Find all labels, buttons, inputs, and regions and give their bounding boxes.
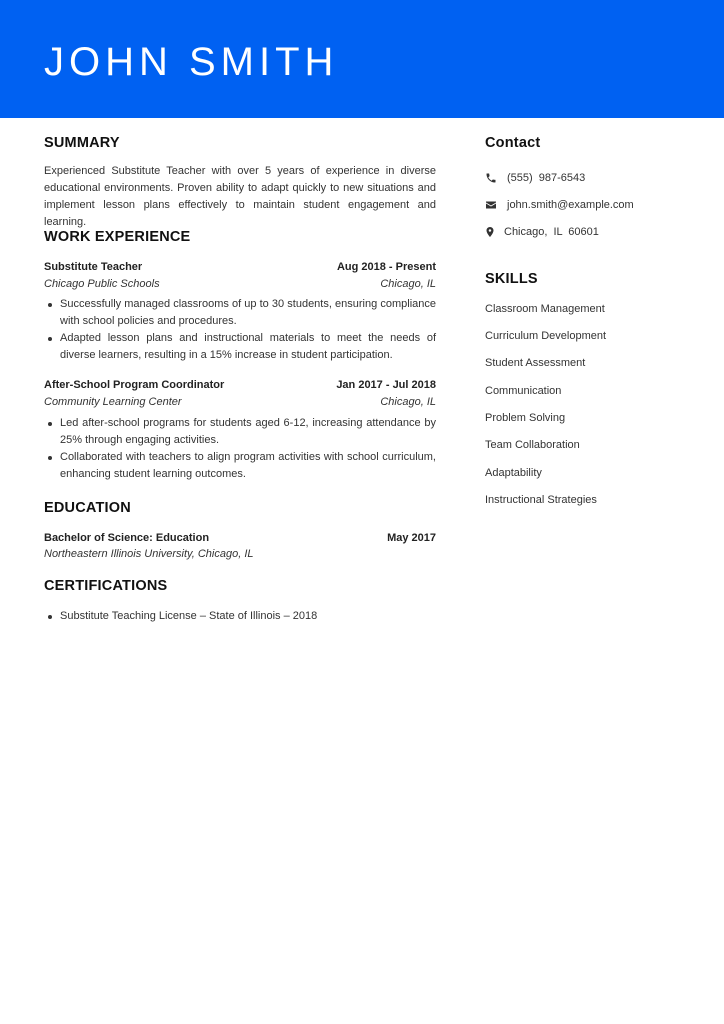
job-dates: Jan 2017 - Jul 2018 [336,379,436,391]
school: Northeastern Illinois University, Chicago, IL [44,548,254,560]
list-item: Substitute Teaching License – State of Illinois – 2018 [44,608,436,625]
location-pin-icon [484,226,496,238]
skill-item: Problem Solving [485,412,566,424]
skill-item: Classroom Management [485,303,605,315]
location-text: Chicago, IL 60601 [504,226,599,238]
education-subheader [44,546,436,562]
email-address: john.smith@example.com [507,199,634,211]
job-organization: Community Learning Center [44,396,182,408]
header-banner [0,0,724,118]
summary-text: Experienced Substitute Teacher with over 5 years of experience in diverse educational environments. Proven ability to adapt quickly to new situations and implement lesson plans effectively to maintain student engagement and learning. [44,165,436,228]
certification-list [44,608,436,625]
job-subheader [44,276,436,292]
skill-item: Communication [485,385,562,397]
skill-item: Team Collaboration [485,439,580,451]
job-dates: Aug 2018 - Present [336,261,436,273]
graduation-date: May 2017 [387,532,436,544]
summary-heading: SUMMARY [44,135,120,151]
contact-heading: Contact [485,135,541,151]
candidate-name: JOHN SMITH [44,40,339,84]
skill-item: Instructional Strategies [485,494,597,506]
education-heading: EDUCATION [44,500,131,516]
skill-item: Student Assessment [485,357,586,369]
skill-item: Adaptability [485,467,542,479]
envelope-icon [485,199,497,211]
work-experience-heading: WORK EXPERIENCE [44,229,191,245]
phone-number: (555) 987-6543 [507,172,586,184]
skill-item: Curriculum Development [485,330,607,342]
job-title: Substitute Teacher [44,261,143,273]
list-item: Collaborated with teachers to align program activities with school curriculum, enhancing student learning outcomes. [44,449,436,483]
job-header [44,377,436,393]
skills-heading: SKILLS [485,271,538,287]
job-bullet-list [44,296,436,364]
list-item: Led after-school programs for students aged 6-12, increasing attendance by 25% through engaging activities. [44,415,436,449]
job-location: Chicago, IL [380,278,436,290]
degree: Bachelor of Science: Education [44,532,210,544]
phone-icon [485,172,497,184]
education-header [44,530,436,546]
job-organization: Chicago Public Schools [44,278,160,290]
job-header [44,259,436,275]
certifications-heading: CERTIFICATIONS [44,578,168,594]
list-item: Adapted lesson plans and instructional materials to meet the needs of diverse learners, resulting in a 15% increase in student participation. [44,330,436,364]
job-location: Chicago, IL [380,396,436,408]
job-title: After-School Program Coordinator [44,379,225,391]
job-subheader [44,394,436,410]
job-bullet-list [44,415,436,483]
list-item: Successfully managed classrooms of up to 30 students, ensuring compliance with school policies and procedures. [44,296,436,330]
